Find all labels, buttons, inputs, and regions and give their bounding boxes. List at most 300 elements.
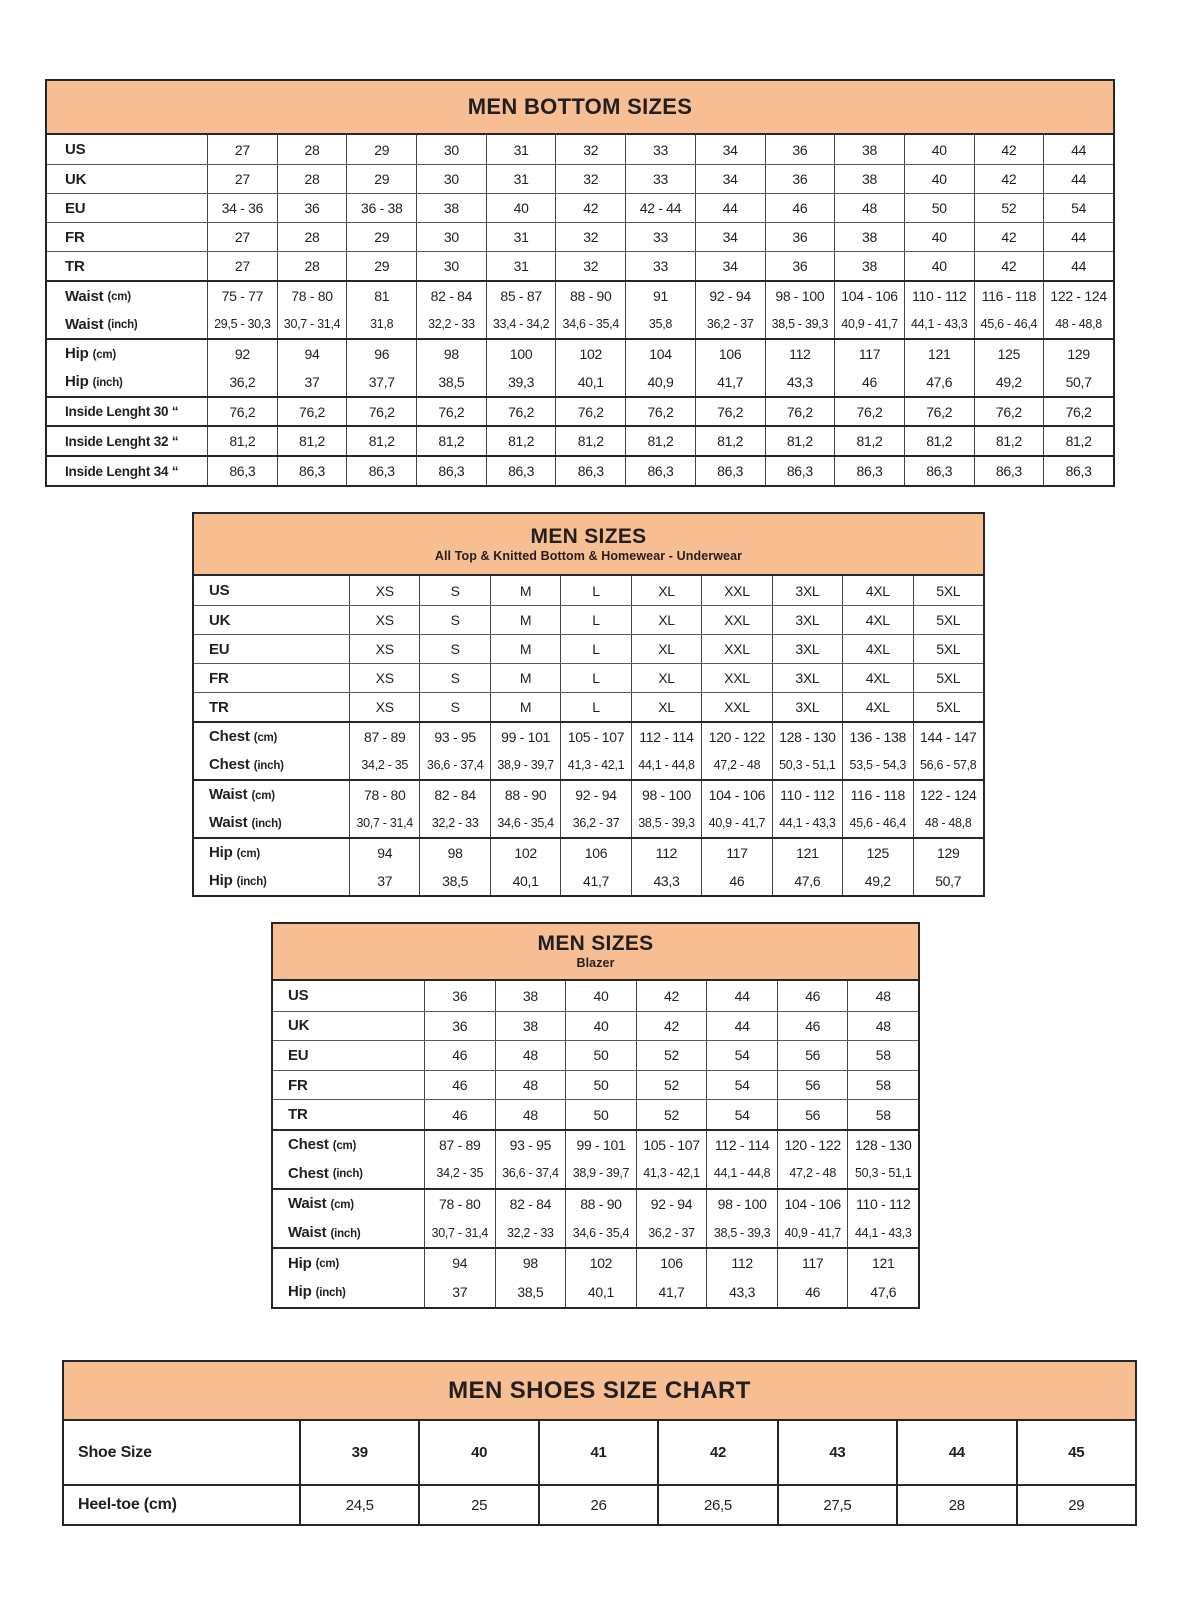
table-row xyxy=(194,576,983,605)
size-cell: 45,6 - 46,4 xyxy=(974,310,1044,338)
table-row xyxy=(194,750,983,779)
size-cell: 102 xyxy=(555,340,625,367)
table-row xyxy=(194,837,983,866)
row-label xyxy=(194,750,349,779)
row-label-text: EU xyxy=(209,640,230,658)
size-cell: 38 xyxy=(834,135,904,164)
row-label-text: Waist xyxy=(65,287,104,305)
size-cell: 38,5 - 39,3 xyxy=(765,310,835,338)
size-cell: 47,2 - 48 xyxy=(777,1159,848,1189)
size-cell: 32,2 - 33 xyxy=(416,310,486,338)
size-cell: 43,3 xyxy=(706,1277,777,1307)
size-cell: 86,3 xyxy=(207,457,277,485)
size-cell: 50,7 xyxy=(1043,367,1113,396)
size-cell: 5XL xyxy=(913,635,983,663)
size-cell: 29 xyxy=(346,165,416,193)
table-row xyxy=(273,1011,918,1041)
size-cell: 85 - 87 xyxy=(486,282,556,310)
size-cell: 91 xyxy=(625,282,695,310)
size-cell: 37 xyxy=(277,367,347,396)
size-cell: 30 xyxy=(416,165,486,193)
table-row xyxy=(47,135,1113,164)
size-cell: 43,3 xyxy=(765,367,835,396)
size-cell: 34,6 - 35,4 xyxy=(555,310,625,338)
size-cell: 37 xyxy=(349,866,419,895)
size-cell: 52 xyxy=(974,194,1044,222)
size-cell: 42 xyxy=(636,981,707,1011)
row-unit-text: (inch) xyxy=(251,817,282,830)
row-unit-text: (cm) xyxy=(236,847,261,860)
size-cell: 47,6 xyxy=(847,1277,918,1307)
size-cell: 38 xyxy=(495,1012,566,1041)
size-cell: 32 xyxy=(555,165,625,193)
size-cell: 46 xyxy=(701,866,771,895)
size-cell: 28 xyxy=(896,1486,1015,1524)
size-cell: 112 - 114 xyxy=(631,723,701,750)
size-cell: 31 xyxy=(486,165,556,193)
size-cell: 106 xyxy=(560,839,630,866)
size-cell: 88 - 90 xyxy=(565,1190,636,1218)
size-cell: 54 xyxy=(1043,194,1113,222)
row-label-text: FR xyxy=(65,228,85,246)
row-label-text: Hip xyxy=(209,844,233,861)
size-cell: S xyxy=(419,664,489,692)
size-cell: 34 xyxy=(695,223,765,251)
size-cell: 44,1 - 44,8 xyxy=(631,750,701,779)
size-cell: 99 - 101 xyxy=(490,723,560,750)
size-cell: 78 - 80 xyxy=(277,282,347,310)
size-cell: 86,3 xyxy=(555,457,625,485)
table-row xyxy=(194,866,983,895)
size-cell: 121 xyxy=(772,839,842,866)
size-cell: 86,3 xyxy=(695,457,765,485)
size-cell: 86,3 xyxy=(974,457,1044,485)
row-label-text: Hip xyxy=(288,1254,312,1272)
table-subtitle: Blazer xyxy=(576,956,615,971)
table-title-bar xyxy=(64,1362,1135,1421)
size-cell: 30,7 - 31,4 xyxy=(424,1218,495,1248)
row-label xyxy=(273,981,424,1011)
size-cell: 36 xyxy=(765,135,835,164)
size-cell: XXL xyxy=(701,606,771,634)
row-label xyxy=(273,1190,424,1218)
size-cell: 38,9 - 39,7 xyxy=(490,750,560,779)
size-cell: 27 xyxy=(207,165,277,193)
size-cell: 24,5 xyxy=(299,1486,418,1524)
size-cell: L xyxy=(560,606,630,634)
size-cell: 76,2 xyxy=(486,398,556,425)
row-label xyxy=(64,1421,299,1484)
size-cell: XS xyxy=(349,576,419,605)
size-cell: 50 xyxy=(565,1071,636,1100)
size-cell: 40,9 xyxy=(625,367,695,396)
size-cell: 44 xyxy=(1043,223,1113,251)
table-row xyxy=(194,605,983,634)
size-cell: 38,5 xyxy=(495,1277,566,1307)
row-unit-text: (inch) xyxy=(92,376,123,389)
size-cell: 29,5 - 30,3 xyxy=(207,310,277,338)
table-title: MEN BOTTOM SIZES xyxy=(467,94,693,120)
size-cell: 40 xyxy=(486,194,556,222)
size-cell: 44 xyxy=(896,1421,1015,1484)
size-cell: 78 - 80 xyxy=(349,781,419,808)
row-label xyxy=(64,1486,299,1524)
table-row xyxy=(273,1218,918,1248)
table-title-bar xyxy=(194,514,983,576)
row-label xyxy=(47,367,207,396)
size-cell: 38,5 - 39,3 xyxy=(631,808,701,837)
row-label-text: Chest xyxy=(288,1136,329,1154)
size-cell: 44,1 - 43,3 xyxy=(772,808,842,837)
size-cell: 48 - 48,8 xyxy=(1043,310,1113,338)
size-cell: 47,6 xyxy=(904,367,974,396)
size-cell: 50,3 - 51,1 xyxy=(772,750,842,779)
size-cell: 76,2 xyxy=(834,398,904,425)
size-cell: 33 xyxy=(625,165,695,193)
size-cell: 86,3 xyxy=(834,457,904,485)
size-cell: 3XL xyxy=(772,606,842,634)
size-cell: 5XL xyxy=(913,606,983,634)
size-cell: 38 xyxy=(834,223,904,251)
size-cell: 29 xyxy=(346,135,416,164)
table-row xyxy=(47,425,1113,455)
row-label xyxy=(47,398,207,425)
size-cell: XS xyxy=(349,606,419,634)
size-cell: 136 - 138 xyxy=(842,723,912,750)
size-cell: 121 xyxy=(847,1249,918,1277)
row-label-text: Waist xyxy=(65,315,104,333)
size-cell: M xyxy=(490,693,560,721)
row-label xyxy=(47,252,207,280)
size-cell: 36,2 - 37 xyxy=(560,808,630,837)
size-cell: 34,2 - 35 xyxy=(424,1159,495,1189)
size-cell: 40,1 xyxy=(555,367,625,396)
size-cell: 46 xyxy=(777,1277,848,1307)
size-cell: 28 xyxy=(277,252,347,280)
size-cell: 32 xyxy=(555,223,625,251)
size-cell: 82 - 84 xyxy=(416,282,486,310)
size-cell: 39,3 xyxy=(486,367,556,396)
size-cell: 106 xyxy=(695,340,765,367)
size-cell: 42 xyxy=(974,135,1044,164)
size-cell: XXL xyxy=(701,664,771,692)
size-cell: 40 xyxy=(904,223,974,251)
table-row xyxy=(194,808,983,837)
row-unit-text: (inch) xyxy=(330,1227,361,1240)
size-cell: 28 xyxy=(277,135,347,164)
size-cell: 44,1 - 43,3 xyxy=(904,310,974,338)
size-cell: 76,2 xyxy=(904,398,974,425)
row-unit-text: (inch) xyxy=(315,1286,346,1299)
row-label-text: FR xyxy=(209,669,229,687)
size-cell: 105 - 107 xyxy=(636,1131,707,1159)
row-label-text: Chest xyxy=(209,756,250,773)
size-cell: L xyxy=(560,693,630,721)
row-label-text: Waist xyxy=(288,1195,327,1213)
table-title: MEN SHOES SIZE CHART xyxy=(448,1376,751,1404)
size-cell: 3XL xyxy=(772,664,842,692)
size-cell: 76,2 xyxy=(1043,398,1113,425)
row-unit-text: (cm) xyxy=(253,731,278,744)
size-cell: 32,2 - 33 xyxy=(419,808,489,837)
row-label xyxy=(194,781,349,808)
size-cell: 41,7 xyxy=(695,367,765,396)
size-cell: 34 - 36 xyxy=(207,194,277,222)
size-cell: 81,2 xyxy=(555,427,625,455)
size-cell: 81,2 xyxy=(346,427,416,455)
row-label xyxy=(47,427,207,455)
size-cell: 46 xyxy=(424,1100,495,1129)
size-cell: 112 - 114 xyxy=(706,1131,777,1159)
size-cell: XL xyxy=(631,664,701,692)
size-cell: 54 xyxy=(706,1041,777,1070)
size-cell: 54 xyxy=(706,1071,777,1100)
table-row xyxy=(64,1484,1135,1524)
size-cell: 99 - 101 xyxy=(565,1131,636,1159)
size-cell: S xyxy=(419,606,489,634)
row-label xyxy=(47,310,207,338)
table-row xyxy=(273,1277,918,1307)
table-row xyxy=(47,396,1113,425)
size-cell: 98 - 100 xyxy=(765,282,835,310)
row-label-text: Hip xyxy=(209,872,233,889)
size-cell: 58 xyxy=(847,1100,918,1129)
size-cell: 76,2 xyxy=(974,398,1044,425)
table-row xyxy=(273,1129,918,1159)
size-cell: 28 xyxy=(277,223,347,251)
size-cell: 37 xyxy=(424,1277,495,1307)
size-cell: 98 - 100 xyxy=(631,781,701,808)
row-label-text: TR xyxy=(288,1106,308,1124)
size-cell: S xyxy=(419,635,489,663)
table-row xyxy=(47,338,1113,367)
size-cell: 81 xyxy=(346,282,416,310)
row-label xyxy=(194,723,349,750)
size-cell: 78 - 80 xyxy=(424,1190,495,1218)
size-cell: 116 - 118 xyxy=(974,282,1044,310)
size-cell: 86,3 xyxy=(346,457,416,485)
row-label-text: Waist xyxy=(209,786,248,803)
size-cell: M xyxy=(490,664,560,692)
size-cell: 104 - 106 xyxy=(701,781,771,808)
size-cell: 98 - 100 xyxy=(706,1190,777,1218)
size-cell: 48 xyxy=(847,1012,918,1041)
size-cell: 88 - 90 xyxy=(555,282,625,310)
size-cell: S xyxy=(419,693,489,721)
size-cell: 41,3 - 42,1 xyxy=(636,1159,707,1189)
size-cell: 110 - 112 xyxy=(847,1190,918,1218)
size-cell: 43 xyxy=(777,1421,896,1484)
size-cell: 122 - 124 xyxy=(1043,282,1113,310)
size-cell: 105 - 107 xyxy=(560,723,630,750)
size-cell: 32 xyxy=(555,252,625,280)
size-cell: 129 xyxy=(1043,340,1113,367)
size-cell: 81,2 xyxy=(277,427,347,455)
size-cell: 46 xyxy=(777,981,848,1011)
size-cell: 27,5 xyxy=(777,1486,896,1524)
size-cell: 44 xyxy=(1043,252,1113,280)
table-row xyxy=(194,721,983,750)
size-cell: 40,9 - 41,7 xyxy=(777,1218,848,1248)
size-cell: 3XL xyxy=(772,635,842,663)
size-cell: 48 xyxy=(847,981,918,1011)
table-row xyxy=(194,692,983,721)
size-cell: 36 xyxy=(424,981,495,1011)
row-unit-text: (cm) xyxy=(251,789,275,802)
size-cell: 46 xyxy=(777,1012,848,1041)
row-label-text: Hip xyxy=(288,1283,312,1301)
size-cell: S xyxy=(419,576,489,605)
size-cell: 33 xyxy=(625,252,695,280)
table-row xyxy=(273,1070,918,1100)
size-cell: 31 xyxy=(486,223,556,251)
size-cell: 36 xyxy=(765,165,835,193)
size-table-men-bottom-sizes xyxy=(45,79,1115,487)
size-cell: 34,6 - 35,4 xyxy=(490,808,560,837)
table-title-bar xyxy=(47,81,1113,135)
size-cell: 40,9 - 41,7 xyxy=(701,808,771,837)
size-cell: 110 - 112 xyxy=(904,282,974,310)
size-cell: 144 - 147 xyxy=(913,723,983,750)
size-cell: 102 xyxy=(565,1249,636,1277)
size-cell: 46 xyxy=(834,367,904,396)
size-cell: 34 xyxy=(695,135,765,164)
row-unit-text: (cm) xyxy=(107,291,131,303)
size-cell: 31,8 xyxy=(346,310,416,338)
size-cell: 116 - 118 xyxy=(842,781,912,808)
row-label-text: Waist xyxy=(288,1224,327,1242)
row-label xyxy=(273,1131,424,1159)
table-title-bar xyxy=(273,924,918,981)
size-cell: 36,2 - 37 xyxy=(695,310,765,338)
size-cell: 56 xyxy=(777,1100,848,1129)
size-cell: 3XL xyxy=(772,693,842,721)
size-table-men-shoes-size-chart xyxy=(62,1360,1137,1526)
size-cell: 110 - 112 xyxy=(772,781,842,808)
row-label xyxy=(47,165,207,193)
size-cell: 45,6 - 46,4 xyxy=(842,808,912,837)
size-cell: 76,2 xyxy=(277,398,347,425)
table-row xyxy=(194,779,983,808)
row-label-text: Chest xyxy=(288,1164,329,1182)
size-cell: 36 - 38 xyxy=(346,194,416,222)
size-cell: 42 xyxy=(974,223,1044,251)
size-cell: 122 - 124 xyxy=(913,781,983,808)
row-label-text: Inside Lenght 32 “ xyxy=(65,433,179,449)
size-cell: 44 xyxy=(1043,165,1113,193)
row-label xyxy=(273,1159,424,1189)
size-cell: 44,1 - 43,3 xyxy=(847,1218,918,1248)
row-label xyxy=(194,576,349,605)
size-cell: 88 - 90 xyxy=(490,781,560,808)
row-label xyxy=(194,839,349,866)
size-cell: 112 xyxy=(765,340,835,367)
size-cell: XL xyxy=(631,606,701,634)
row-label-text: TR xyxy=(65,257,85,275)
row-label xyxy=(273,1249,424,1277)
size-cell: 52 xyxy=(636,1100,707,1129)
size-cell: 36,6 - 37,4 xyxy=(419,750,489,779)
size-cell: 32,2 - 33 xyxy=(495,1218,566,1248)
size-cell: 76,2 xyxy=(346,398,416,425)
size-cell: 81,2 xyxy=(416,427,486,455)
row-unit-text: (inch) xyxy=(236,875,267,888)
row-unit-text: (inch) xyxy=(107,319,138,331)
size-cell: M xyxy=(490,576,560,605)
row-label-text: Inside Lenght 30 “ xyxy=(65,404,179,419)
size-cell: 29 xyxy=(346,223,416,251)
size-cell: 42 xyxy=(636,1012,707,1041)
size-cell: 76,2 xyxy=(625,398,695,425)
size-cell: 52 xyxy=(636,1071,707,1100)
row-label-text: TR xyxy=(209,698,229,716)
size-cell: 38 xyxy=(834,252,904,280)
table-subtitle: All Top & Knitted Bottom & Homewear - Underwear xyxy=(434,548,743,563)
row-label xyxy=(47,282,207,310)
size-cell: 38 xyxy=(834,165,904,193)
size-cell: 39 xyxy=(299,1421,418,1484)
size-cell: XS xyxy=(349,664,419,692)
table-row xyxy=(273,1247,918,1277)
size-cell: 76,2 xyxy=(416,398,486,425)
row-unit-text: (inch) xyxy=(253,759,284,772)
size-cell: 93 - 95 xyxy=(495,1131,566,1159)
size-cell: 34,2 - 35 xyxy=(349,750,419,779)
size-cell: 56,6 - 57,8 xyxy=(913,750,983,779)
size-cell: 4XL xyxy=(842,693,912,721)
size-cell: 106 xyxy=(636,1249,707,1277)
table-row xyxy=(47,367,1113,396)
row-label-text: UK xyxy=(209,611,231,629)
size-cell: 36 xyxy=(765,252,835,280)
size-cell: 53,5 - 54,3 xyxy=(842,750,912,779)
size-cell: 38,5 xyxy=(419,866,489,895)
size-cell: 41 xyxy=(538,1421,657,1484)
size-cell: XXL xyxy=(701,693,771,721)
size-cell: 81,2 xyxy=(625,427,695,455)
size-cell: 38,5 xyxy=(416,367,486,396)
row-label xyxy=(194,808,349,837)
size-cell: M xyxy=(490,635,560,663)
size-cell: M xyxy=(490,606,560,634)
size-cell: 27 xyxy=(207,223,277,251)
table-row xyxy=(273,981,918,1011)
size-cell: 34 xyxy=(695,165,765,193)
size-cell: 46 xyxy=(424,1041,495,1070)
size-cell: 4XL xyxy=(842,606,912,634)
size-cell: XL xyxy=(631,576,701,605)
row-label xyxy=(194,635,349,663)
size-cell: 41,7 xyxy=(636,1277,707,1307)
size-cell: XXL xyxy=(701,635,771,663)
size-cell: 98 xyxy=(416,340,486,367)
size-cell: 36,2 xyxy=(207,367,277,396)
size-cell: 86,3 xyxy=(277,457,347,485)
row-label-text: Waist xyxy=(209,814,248,831)
table-row xyxy=(47,251,1113,280)
size-cell: 58 xyxy=(847,1071,918,1100)
size-cell: 56 xyxy=(777,1071,848,1100)
size-cell: 76,2 xyxy=(695,398,765,425)
size-cell: 92 - 94 xyxy=(560,781,630,808)
size-cell: 40 xyxy=(418,1421,537,1484)
size-cell: 86,3 xyxy=(486,457,556,485)
table-row xyxy=(64,1421,1135,1484)
size-cell: 45 xyxy=(1016,1421,1135,1484)
row-label xyxy=(47,223,207,251)
size-cell: 49,2 xyxy=(842,866,912,895)
size-cell: 121 xyxy=(904,340,974,367)
